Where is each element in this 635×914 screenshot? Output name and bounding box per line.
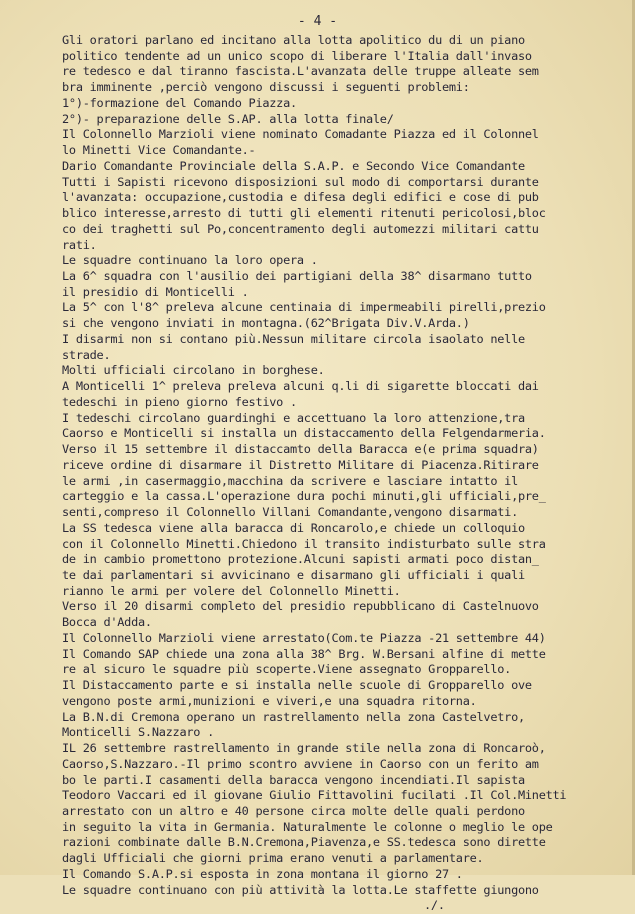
text-line: bra imminente ,perciò vengono discussi i seguenti problemi: xyxy=(62,80,470,95)
text-line: Il Distaccamento parte e si installa nelle scuole di Gropparello ove xyxy=(62,678,532,693)
text-line: Il Comando SAP chiede una zona alla 38^ Brg. W.Bersani alfine di mette xyxy=(62,646,546,661)
text-line: si che vengono inviati in montagna.(62^Brigata Div.V.Arda.) xyxy=(62,316,470,331)
text-line: tedeschi in pieno giorno festivo . xyxy=(62,394,297,409)
text-line: de in cambio promettono protezione.Alcuni sapisti armati poco distan_ xyxy=(62,552,539,567)
text-line: le armi ,in casermaggio,macchina da scrivere e lasciare intatto il xyxy=(62,473,518,488)
text-line: Molti ufficiali circolano in borghese. xyxy=(62,363,325,378)
text-line: Dario Comandante Provinciale della S.A.P. e Secondo Vice Comandante xyxy=(62,158,525,173)
text-line: Le squadre continuano la loro opera . xyxy=(62,253,318,268)
text-line: te dai parlamentari si avvicinano e disarmano gli ufficiali i quali xyxy=(62,567,525,582)
text-line: 1°)-formazione del Comando Piazza. xyxy=(62,95,297,110)
page-number: - 4 - xyxy=(297,14,338,29)
text-line: Verso il 20 disarmi completo del presidio repubblicano di Castelnuovo xyxy=(62,599,539,614)
text-line: co dei traghetti sul Po,concentramento degli automezzi militari cattu xyxy=(62,221,539,236)
text-line: blico interesse,arresto di tutti gli elementi ritenuti pericolosi,bloc xyxy=(62,206,546,221)
text-line: con il Colonnello Minetti.Chiedono il transito indisturbato sulle stra xyxy=(62,536,546,551)
text-line: dagli Ufficiali che giorni prima erano venuti a parlamentare. xyxy=(62,851,484,866)
text-line: La 6^ squadra con l'ausilio dei partigiani della 38^ disarmano tutto xyxy=(62,269,532,284)
text-line: re al sicuro le squadre più scoperte.Viene assegnato Gropparello. xyxy=(62,662,512,677)
text-line: A Monticelli 1^ preleva preleva alcuni q.li di sigarette bloccati dai xyxy=(62,379,539,394)
text-line: La SS tedesca viene alla baracca di Roncarolo,e chiede un colloquio xyxy=(62,520,525,535)
text-line: re tedesco e dal tiranno fascista.L'avanzata delle truppe alleate sem xyxy=(62,64,539,79)
text-line: senti,compreso il Colonnello Villani Comandante,vengono disarmati. xyxy=(62,505,518,520)
text-line: Il Comando S.A.P.si esposta in zona montana il giorno 27 . xyxy=(62,866,463,881)
text-line: Tutti i Sapisti ricevono disposizioni sul modo di comportarsi durante xyxy=(62,174,539,189)
text-line: politico tendente ad un unico scopo di liberare l'Italia dall'invaso xyxy=(62,48,532,63)
text-line: carteggio e la cassa.L'operazione dura pochi minuti,gli ufficiali,pre_ xyxy=(62,489,546,504)
text-line: La B.N.di Cremona operano un rastrellamento nella zona Castelvetro, xyxy=(62,709,525,724)
text-line: Monticelli S.Nazzaro . xyxy=(62,725,214,740)
text-line: razioni combinate dalle B.N.Cremona,Piavenza,e SS.tedesca sono dirette xyxy=(62,835,546,850)
text-line: Teodoro Vaccari ed il giovane Giulio Fittavolini fucilati .Il Col.Minetti xyxy=(62,788,567,803)
text-line: l'avanzata: occupazione,custodia e difesa degli edifici e cose di pub xyxy=(62,190,539,205)
text-line: in seguito la vita in Germania. Naturalmente le colonne o meglio le ope xyxy=(62,819,553,834)
text-line: ./. xyxy=(424,898,445,913)
text-line: 2°)- preparazione delle S.AP. alla lotta finale/ xyxy=(62,111,394,126)
text-line: bo le parti.I casamenti della baracca vengono incendiati.Il sapista xyxy=(62,772,525,787)
text-line: I disarmi non si contano più.Nessun militare circola isaolato nelle xyxy=(62,331,525,346)
text-line: Verso il 15 settembre il distaccamto della Baracca e(e prima squadra) xyxy=(62,442,539,457)
text-line: Le squadre continuano con più attività la lotta.Le staffette giungono xyxy=(62,882,539,897)
text-line: riceve ordine di disarmare il Distretto Militare di Piacenza.Ritirare xyxy=(62,457,539,472)
text-line: Il Colonnello Marzioli viene nominato Comadante Piazza ed il Colonnel xyxy=(62,127,539,142)
text-line: La 5^ con l'8^ preleva alcune centinaia di impermeabili pirelli,prezio xyxy=(62,300,546,315)
text-line: Gli oratori parlano ed incitano alla lotta apolitico du di un piano xyxy=(62,33,525,47)
text-line: rianno le armi per volere del Colonnello Minetti. xyxy=(62,583,401,598)
text-line: strade. xyxy=(62,347,111,362)
text-line: il presidio di Monticelli . xyxy=(62,284,249,299)
text-line: Bocca d'Adda. xyxy=(62,615,152,630)
text-line: Il Colonnello Marzioli viene arrestato(Com.te Piazza -21 settembre 44) xyxy=(62,630,546,645)
text-line: lo Minetti Vice Comandante.- xyxy=(62,143,256,158)
text-line: rati. xyxy=(62,237,97,252)
text-line: Caorso e Monticelli si installa un distaccamento della Felgendarmeria. xyxy=(62,426,546,441)
text-line: vengono poste armi,munizioni e viveri,e una squadra ritorna. xyxy=(62,693,477,708)
text-line: I tedeschi circolano guardinghi e accettuano la loro attenzione,tra xyxy=(62,410,525,425)
text-line: arrestato con un altro e 40 persone circa molte delle quali perdono xyxy=(62,803,525,818)
text-line: Caorso,S.Nazzaro.-Il primo scontro avviene in Caorso con un ferito am xyxy=(62,756,539,771)
text-line: IL 26 settembre rastrellamento in grande stile nella zona di Roncaroò, xyxy=(62,741,546,756)
body-text xyxy=(62,33,634,914)
